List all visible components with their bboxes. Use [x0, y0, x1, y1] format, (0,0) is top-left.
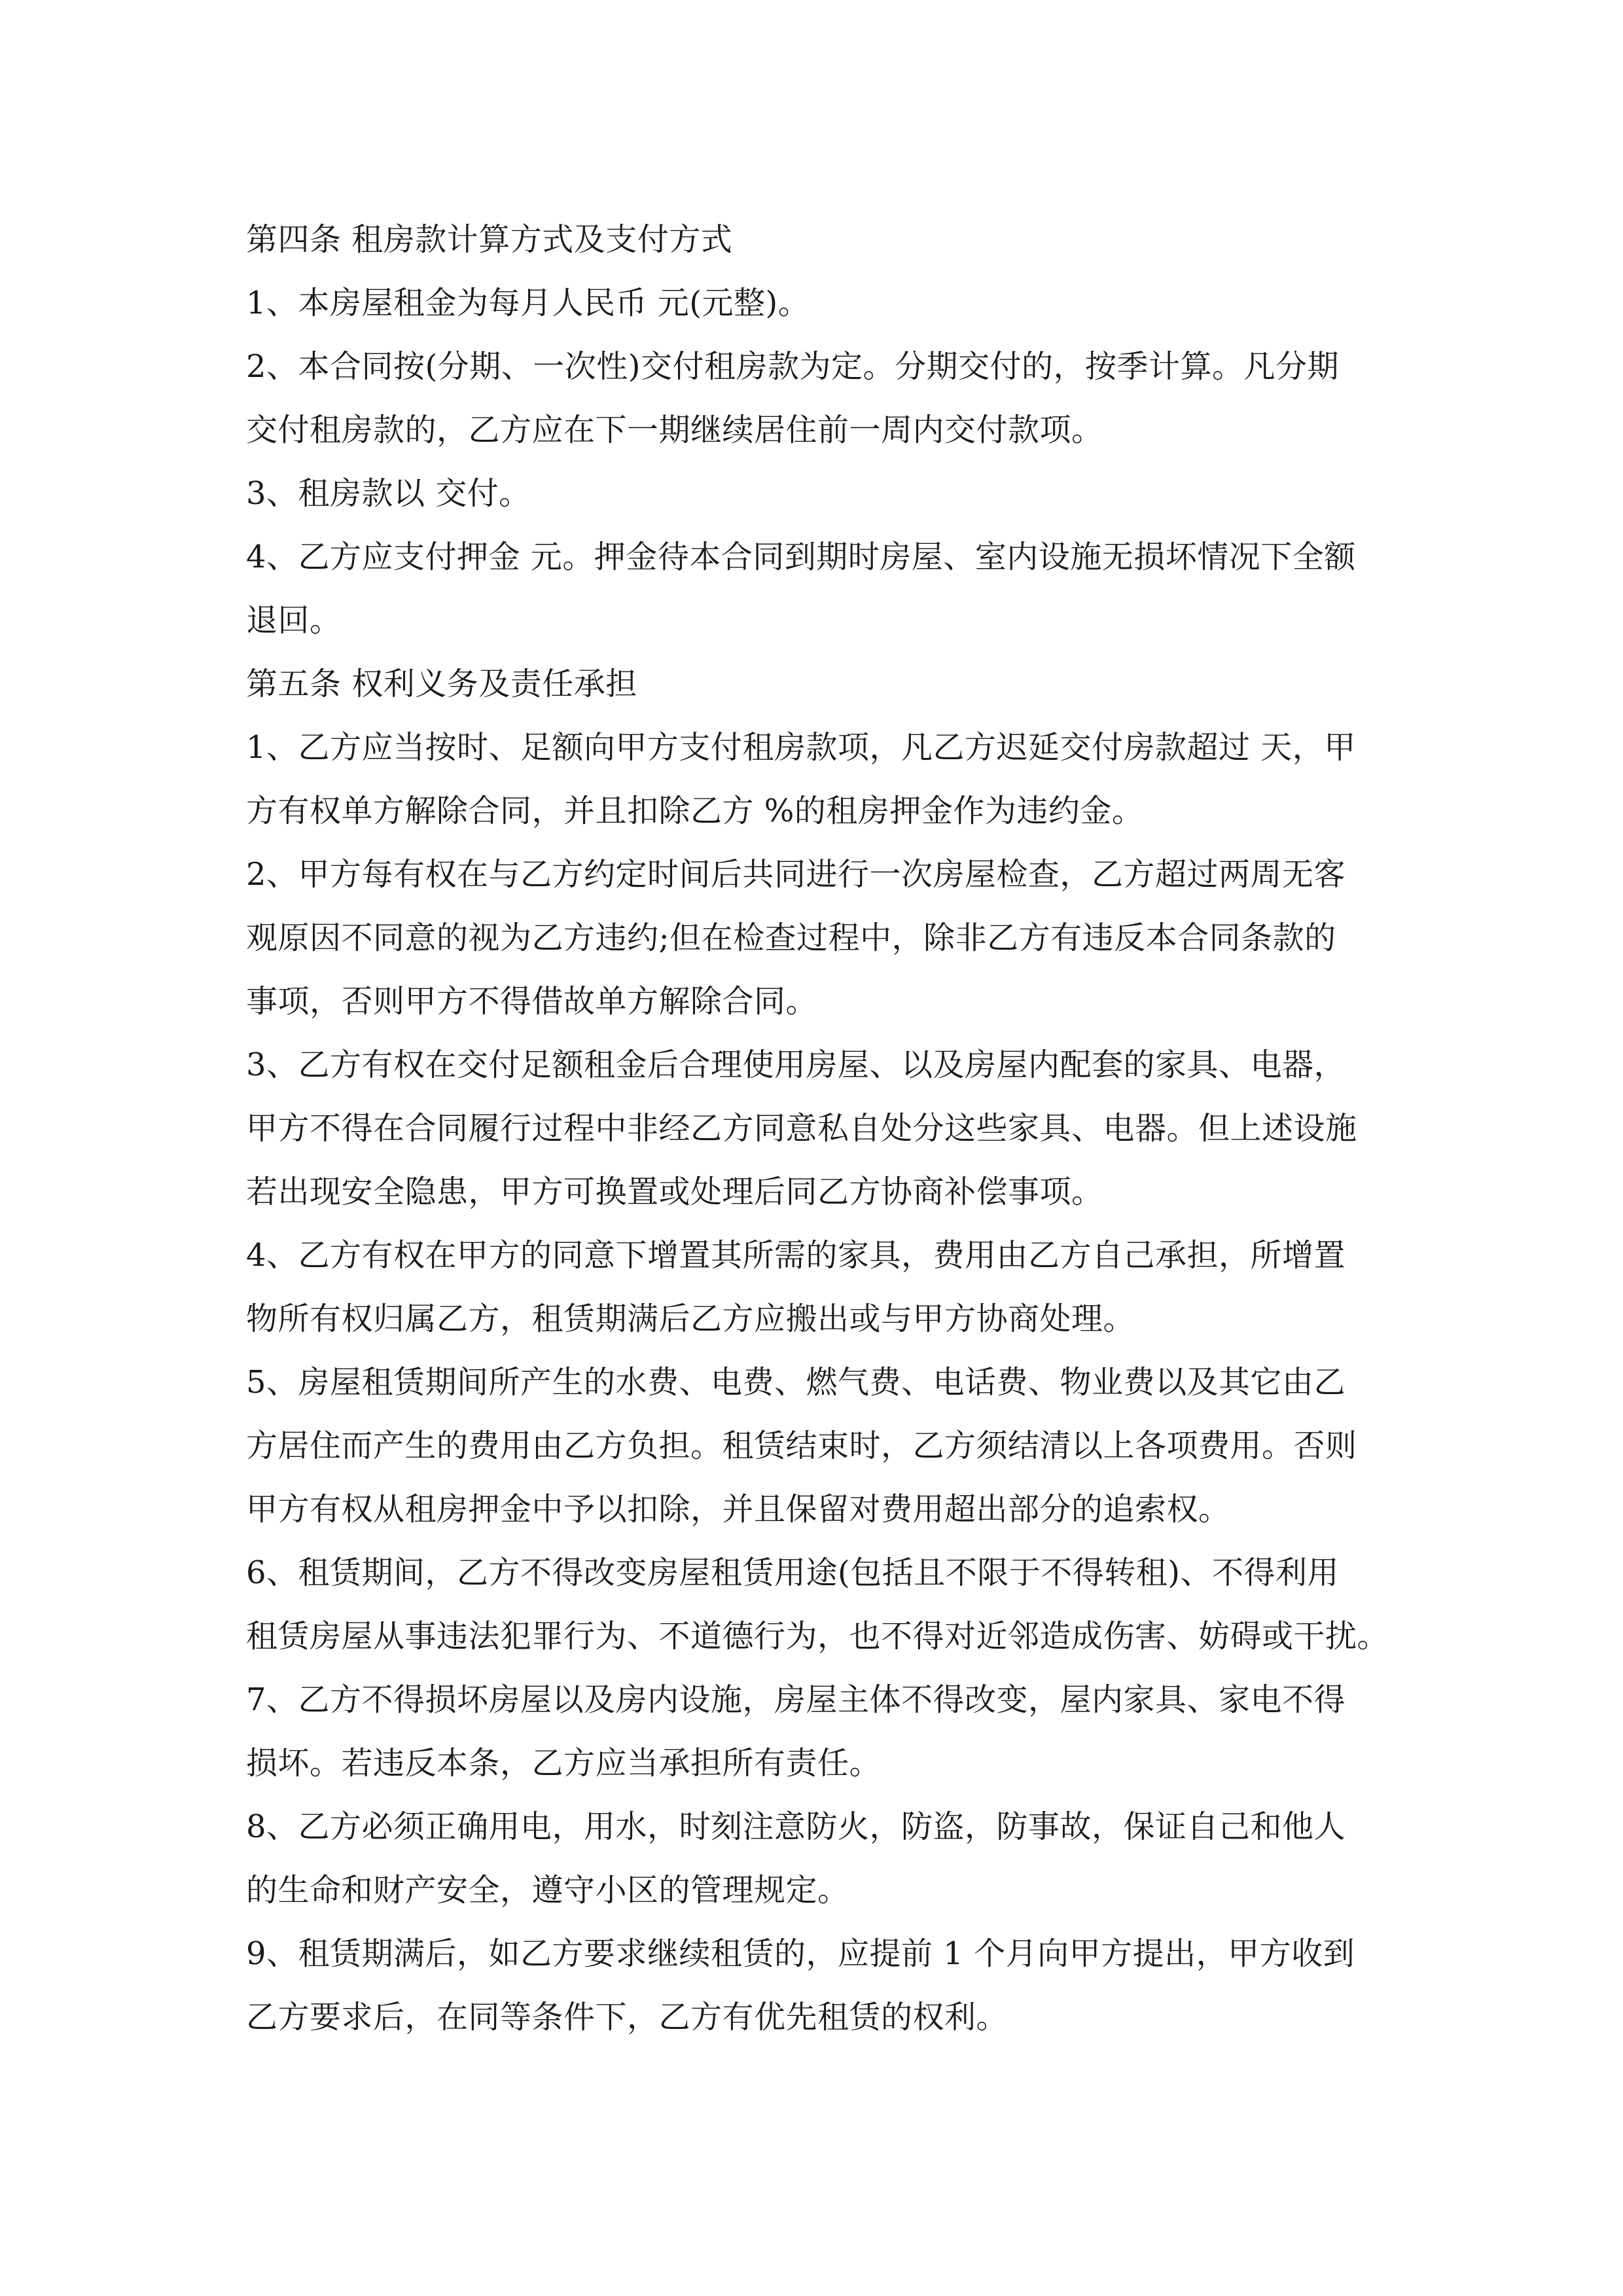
text-line: 8、乙方必须正确用电，用水，时刻注意防火，防盗，防事故，保证自己和他人 — [246, 1808, 1346, 1845]
text-line: 3、乙方有权在交付足额租金后合理使用房屋、以及房屋内配套的家具、电器， — [246, 1047, 1346, 1083]
section-5-item-6 — [246, 1541, 1389, 1668]
text-line: 物所有权归属乙方，租赁期满后乙方应搬出或与甲方协商处理。 — [246, 1300, 1135, 1337]
text-line: 事项，否则甲方不得借故单方解除合同。 — [246, 983, 818, 1020]
section-4-item-3 — [246, 462, 1378, 526]
section-5-heading: 第五条 权利义务及责任承担 — [246, 666, 637, 702]
text-line: 4、乙方应支付押金 元。押金待本合同到期时房屋、室内设施无损坏情况下全额 — [246, 539, 1356, 575]
text-line: 4、乙方有权在甲方的同意下增置其所需的家具，费用由乙方自己承担，所增置 — [246, 1237, 1346, 1274]
section-5-item-1 — [246, 716, 1378, 843]
text-line: 观原因不同意的视为乙方违约;但在检查过程中，除非乙方有违反本合同条款的 — [246, 920, 1336, 956]
text-line: 1、乙方应当按时、足额向甲方支付租房款项，凡乙方迟延交付房款超过 天，甲 — [246, 729, 1356, 766]
text-line: 3、租房款以 交付。 — [246, 475, 531, 512]
section-5-item-2 — [246, 843, 1378, 1033]
text-line: 5、房屋租赁期间所产生的水费、电费、燃气费、电话费、物业费以及其它由乙 — [246, 1364, 1346, 1401]
text-line: 退回。 — [246, 602, 342, 639]
text-line: 甲方有权从租房押金中予以扣除，并且保留对费用超出部分的追索权。 — [246, 1491, 1230, 1528]
section-5-item-4 — [246, 1224, 1378, 1351]
text-line: 2、甲方每有权在与乙方约定时间后共同进行一次房屋检查，乙方超过两周无客 — [246, 856, 1346, 893]
text-line: 6、租赁期间，乙方不得改变房屋租赁用途(包括且不限于不得转租)、不得利用 — [246, 1554, 1339, 1591]
text-line: 损坏。若违反本条，乙方应当承担所有责任。 — [246, 1745, 882, 1782]
section-4-item-1 — [246, 272, 1378, 335]
section-5-item-9 — [246, 1922, 1378, 2049]
text-line: 的生命和财产安全，遵守小区的管理规定。 — [246, 1872, 849, 1909]
text-line: 租赁房屋从事违法犯罪行为、不道德行为，也不得对近邻造成伤害、妨碍或干扰。 — [246, 1618, 1389, 1655]
text-line: 甲方不得在合同履行过程中非经乙方同意私自处分这些家具、电器。但上述设施 — [246, 1110, 1357, 1147]
text-line: 乙方要求后，在同等条件下，乙方有优先租赁的权利。 — [246, 1999, 1008, 2036]
section-4-item-4 — [246, 526, 1378, 653]
section-5-item-7 — [246, 1668, 1378, 1795]
text-line: 若出现安全隐患，甲方可换置或处理后同乙方协商补偿事项。 — [246, 1174, 1103, 1210]
text-line: 1、本房屋租金为每月人民币 元(元整)。 — [246, 285, 810, 321]
text-line: 方有权单方解除合同，并且扣除乙方 %的租房押金作为违约金。 — [246, 793, 1144, 829]
section-4-item-2 — [246, 335, 1378, 462]
section-5-item-3 — [246, 1033, 1378, 1224]
section-5-item-5 — [246, 1351, 1378, 1541]
text-line: 方居住而产生的费用由乙方负担。租赁结束时，乙方须结清以上各项费用。否则 — [246, 1427, 1357, 1464]
section-4-heading: 第四条 租房款计算方式及支付方式 — [246, 221, 733, 258]
text-line: 9、租赁期满后，如乙方要求继续租赁的，应提前 1 个月向甲方提出，甲方收到 — [246, 1935, 1355, 1972]
text-line: 交付租房款的，乙方应在下一期继续居住前一周内交付款项。 — [246, 412, 1103, 448]
text-line: 7、乙方不得损坏房屋以及房内设施，房屋主体不得改变，屋内家具、家电不得 — [246, 1681, 1346, 1718]
document-page — [246, 208, 1389, 2049]
section-5-item-8 — [246, 1795, 1378, 1922]
text-line: 2、本合同按(分期、一次性)交付租房款为定。分期交付的，按季计算。凡分期 — [246, 348, 1339, 385]
